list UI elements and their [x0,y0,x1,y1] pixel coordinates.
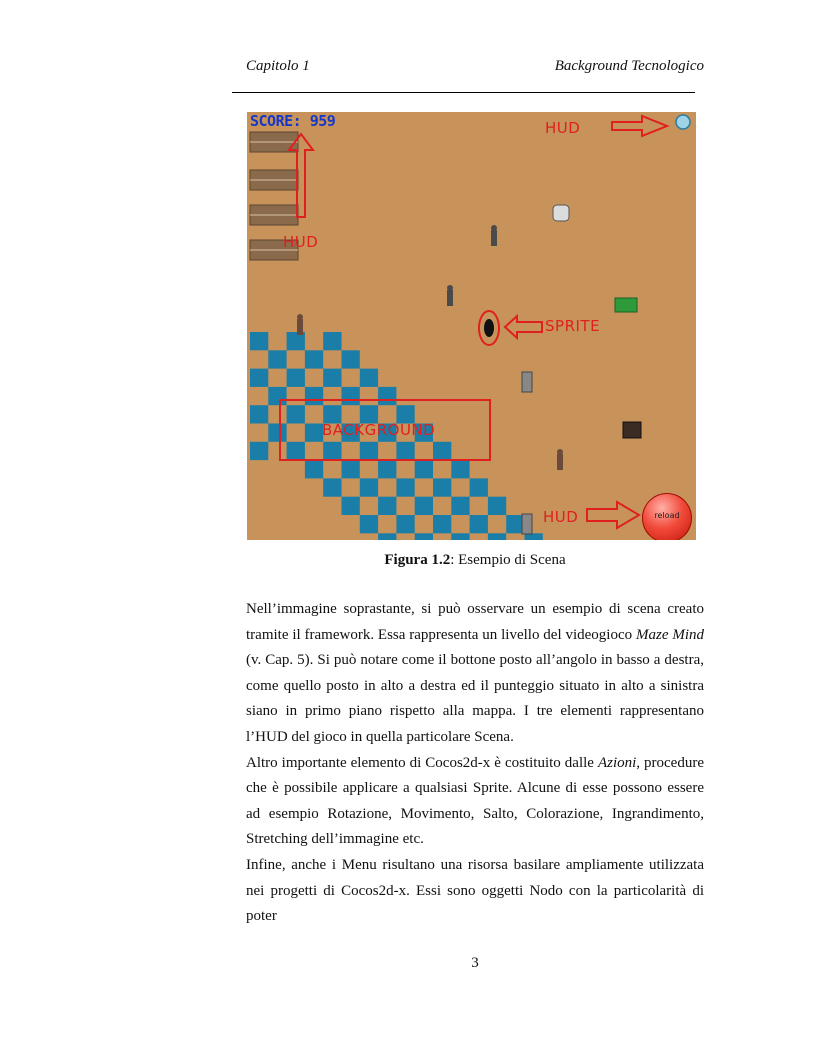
green-armor [615,298,637,312]
p1-part-a: Nell’immagine soprastante, si può osservare un esempio di scena creato tramite il framework. Essa rappresenta un livello del videogioco [246,601,704,643]
checker-tile [396,442,414,460]
checker-tile [342,497,360,515]
checker-tile [268,350,286,368]
checker-tile [250,369,268,387]
barrel-object [522,372,532,392]
checker-tile [378,460,396,478]
header-rule [232,92,695,93]
checker-tile [433,515,451,533]
checker-tile [250,332,268,350]
chapter-label: Capitolo 1 [246,58,310,74]
checker-tile [360,478,378,496]
caption-label: Figura 1.2 [384,552,451,568]
body-text [246,597,704,930]
checker-tile [323,478,341,496]
sprite-label: SPRITE [545,317,601,335]
checker-tile [250,442,268,460]
checker-tile [451,460,469,478]
page-number: 3 [471,955,479,971]
checker-tile [433,442,451,460]
checker-tile [287,442,305,460]
checker-tile [250,405,268,423]
paragraph-3: Infine, anche i Menu risultano una risorsa basilare ampliamente utilizzata nei progetti di Cocos2d-x. Essi sono oggetti Nodo con la particolarità di poter [246,856,704,925]
p1-emphasis: Maze Mind [635,626,704,643]
scene-art [247,112,696,540]
checker-tile [342,460,360,478]
checker-tile [342,350,360,368]
checker-tile [488,497,506,515]
checker-tile [378,533,396,540]
checker-tile [342,387,360,405]
checker-tile [378,387,396,405]
game-scene-figure [247,112,696,540]
checker-tile [305,424,323,442]
hud-label-bottom: HUD [543,508,579,526]
checker-tile [451,497,469,515]
p1-part-b: (v. Cap. 5). Si può notare come il bottone posto all’angolo in basso a destra, come quello posto in alto a destra ed il punteggio situato in alto a sinistra siano in primo piano rispetto alla mappa. I tre elementi rappresentano l’HUD del gioco in quella particolare Scena. [246,652,704,745]
checker-tile [433,478,451,496]
checker-tile [470,478,488,496]
paragraph-2 [246,751,704,853]
checker-tile [360,515,378,533]
lock-object [553,205,569,221]
figure-caption [246,552,704,569]
checker-tile [378,497,396,515]
checker-tile [323,442,341,460]
caption-text: : Esempio di Scena [450,552,566,568]
checker-tile [305,350,323,368]
background-label: BACKGROUND [322,421,436,439]
checker-tile [287,405,305,423]
p2-part-a: Altro importante elemento di Cocos2d-x è costituito dalle [246,754,598,771]
chest-object [623,422,641,438]
hud-label-top: HUD [545,119,581,137]
checker-tile [415,460,433,478]
checker-tile [360,369,378,387]
section-label: Background Tecnologico [554,58,704,74]
checker-tile [396,478,414,496]
power-icon[interactable] [676,115,690,129]
checker-tile [287,369,305,387]
annotation-arrows [280,116,667,528]
score-display: SCORE: 959 [250,112,336,130]
checker-tile [451,533,469,540]
checker-tile [360,442,378,460]
running-header [246,58,704,78]
checker-tile [415,533,433,540]
checker-tile [305,387,323,405]
p2-part-b: , procedure che è possibile applicare a qualsiasi Sprite. Alcune di esse possono essere ad esempio Rotazione, Movimento, Salto, Colorazione, Ingrandimento, Stretching dell’immagine etc. [246,754,704,848]
checker-tile [305,460,323,478]
checker-tile [268,387,286,405]
checker-tile [396,515,414,533]
checker-tile [268,424,286,442]
reload-label: reload [654,511,680,520]
checker-tile [323,332,341,350]
checker-tile [323,369,341,387]
player-sprite [484,319,494,337]
checker-tile [488,533,506,540]
checker-tile [415,497,433,515]
barrel-object-2 [522,514,532,534]
p2-emphasis: Azioni [597,754,637,771]
hud-label-left: HUD [283,233,319,251]
paragraph-1 [246,597,704,751]
reload-button[interactable] [642,493,692,540]
checker-tile [470,515,488,533]
